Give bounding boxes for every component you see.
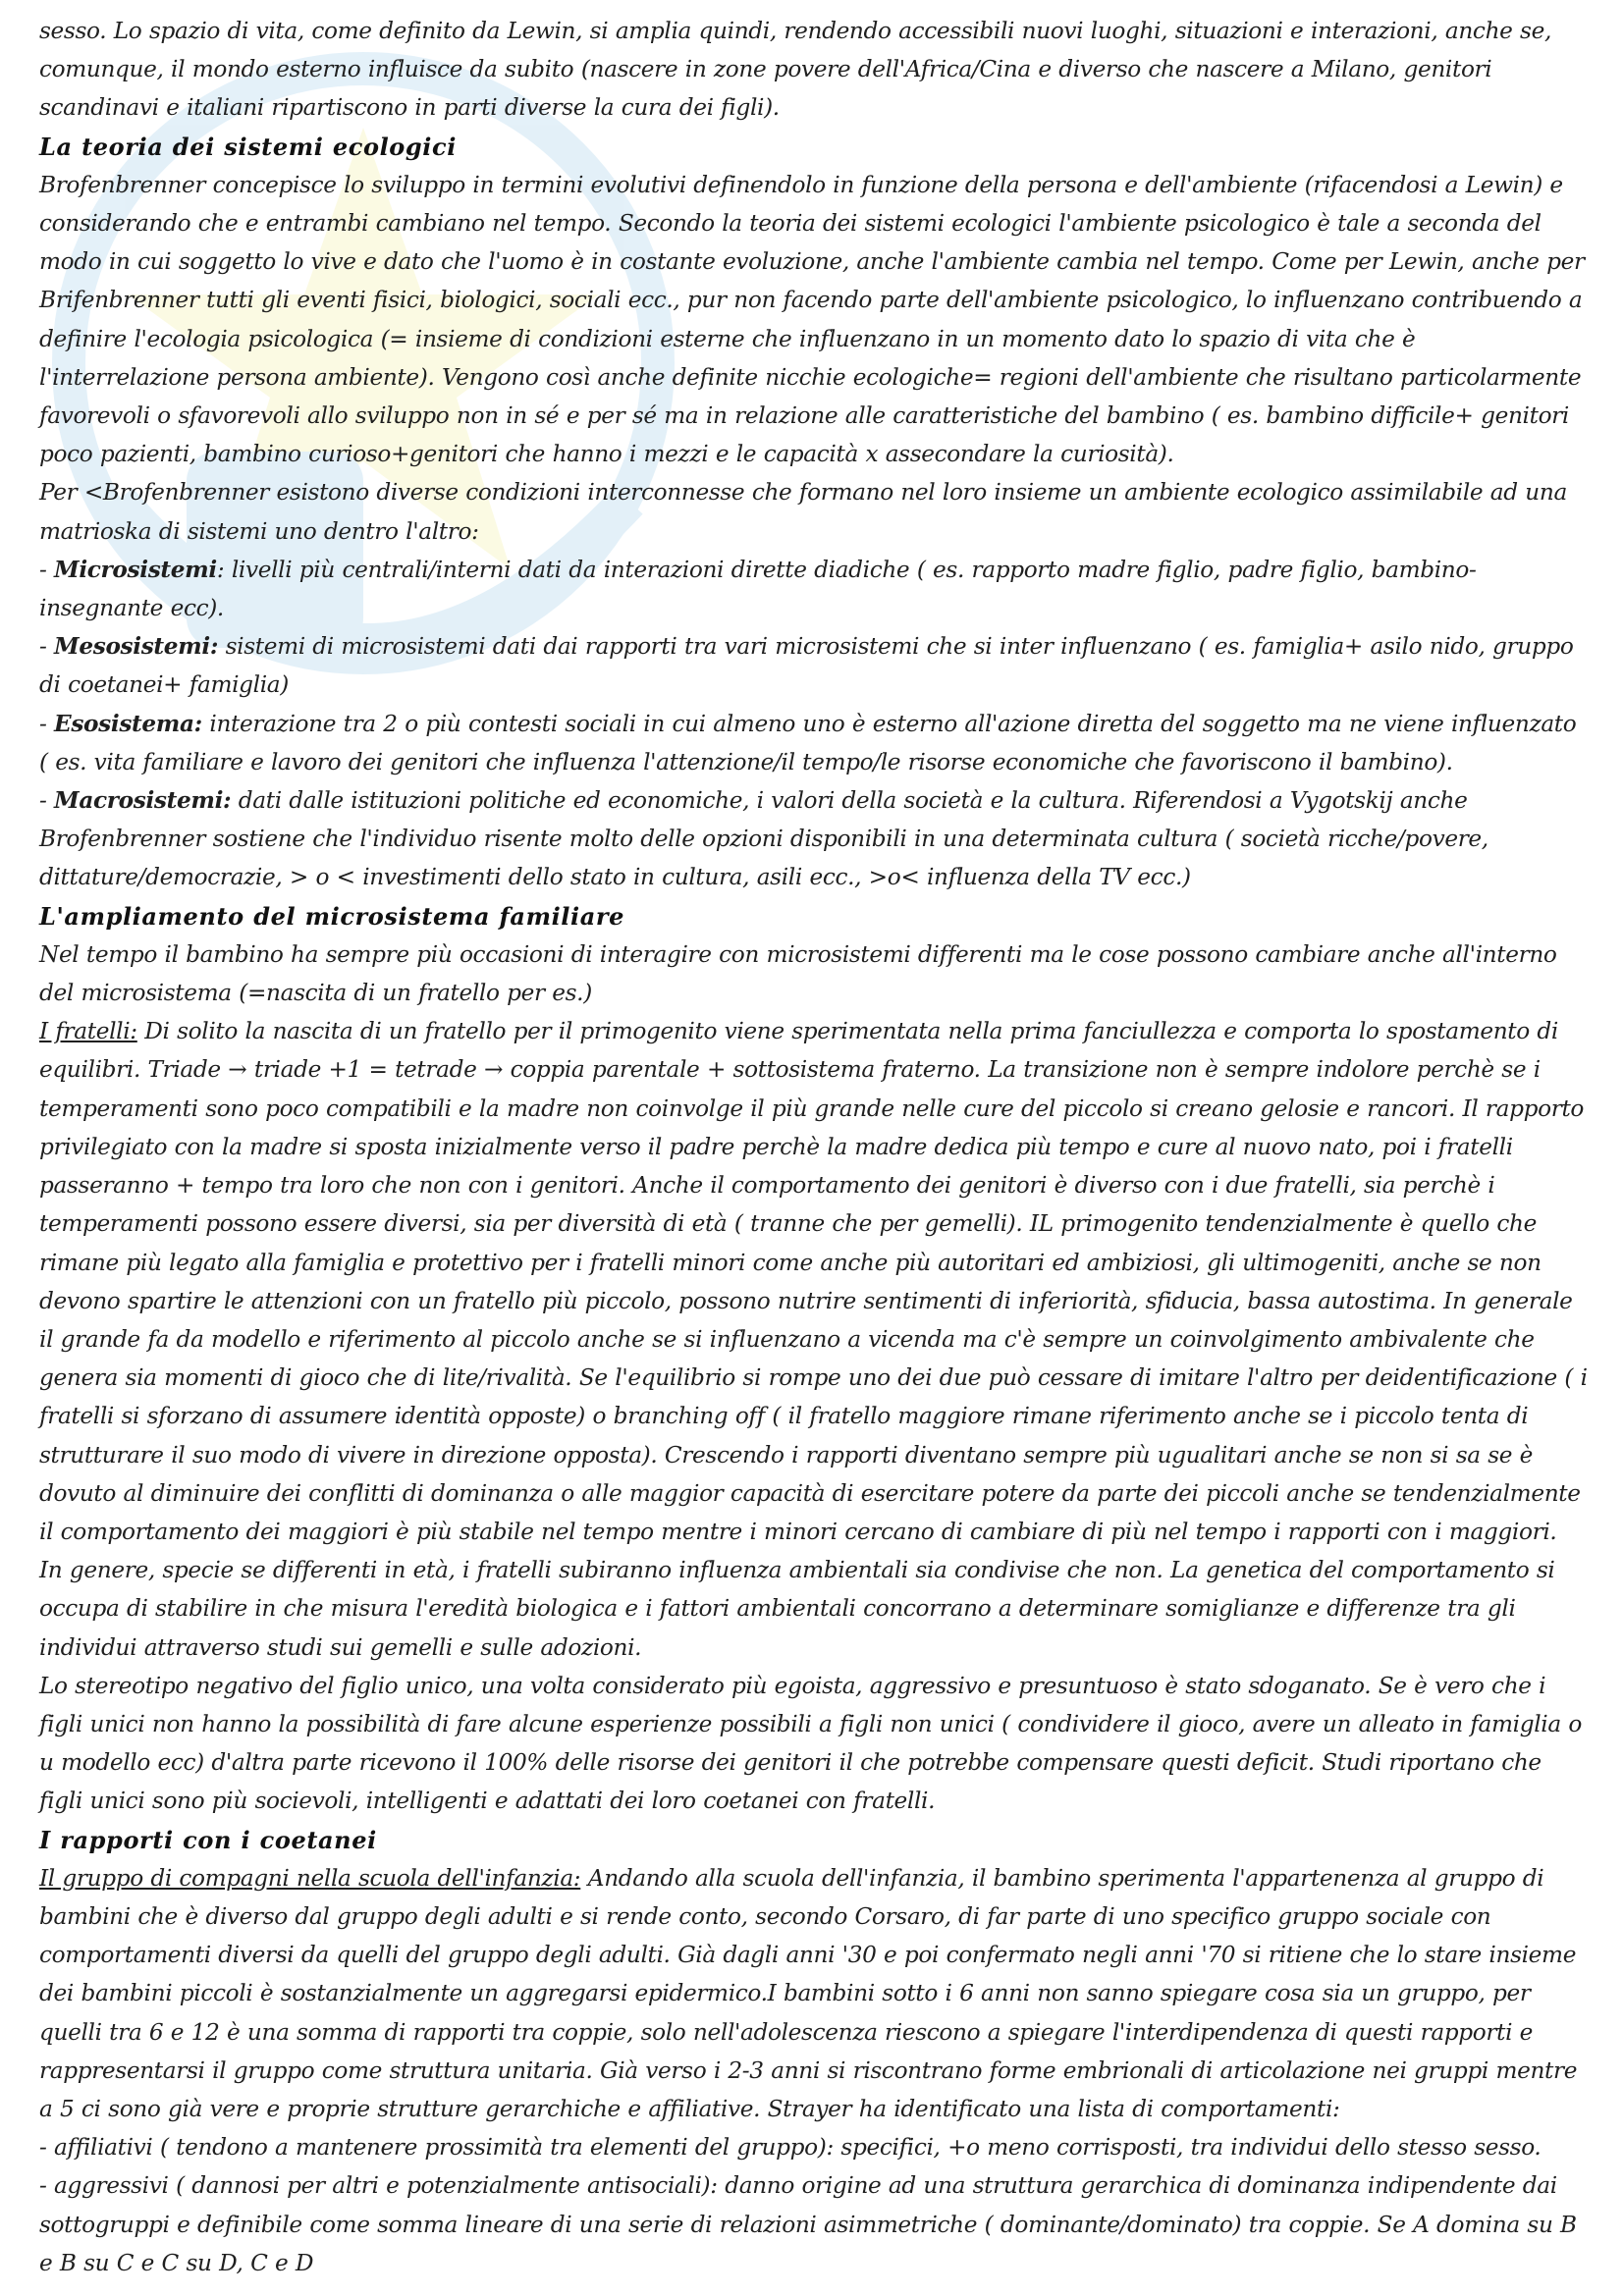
term-microsistemi: Microsistemi	[54, 556, 217, 583]
paragraph-brofenbrenner-theory: Brofenbrenner concepisce lo sviluppo in termini evolutivi definendolo in funzione della persona e dell'ambiente (rifacendosi a Lewin) e considerando che e entrambi cambiano nel tempo. Secondo la teoria dei sistemi ecologici l'ambiente psicologico è tale a seconda del modo in cui soggetto lo vive e dato che l'uomo è in costante evoluzione, anche l'ambiente cambia nel tempo. Come per Lewin, anche per Brifenbrenner tutti gli eventi fisici, biologici, sociali ecc., pur non facendo parte dell'ambiente psicologico, lo influenzano contribuendo a definire l'ecologia psicologica (= insieme di condizioni esterne che influenzano in un momento dato lo spazio di vita che è l'interrelazione persona ambiente). Vengono così anche definite nicchie ecologiche= regioni dell'ambiente che risultano particolarmente favorevoli o sfavorevoli allo sviluppo non in sé e per sé ma in relazione alle caratteristiche del bambino ( es. bambino difficile+ genitori poco pazienti, bambino curioso+genitori che hanno i mezzi e le capacità x assecondare la curiosità).	[39, 171, 1585, 468]
heading-peer-relations: I rapporti con i coetanei	[39, 1825, 377, 1854]
term-esosistema: Esosistema:	[54, 710, 202, 737]
paragraph-preschool-group: Il gruppo di compagni nella scuola dell'infanzia: Andando alla scuola dell'infanzia, il bambino sperimenta l'appartenenza al gruppo di bambini che è diverso dal gruppo degli adulti e si rende conto, secondo Corsaro, di far parte di uno specifico gruppo sociale con comportamenti diversi da quelli del gruppo degli adulti. Già dagli anni '30 e poi confermato negli anni '70 si ritiene che lo stare insieme dei bambini piccoli è sostanzialmente un aggregarsi epidermico.I bambini sotto i 6 anni non sanno spiegare cosa sia un gruppo, per quelli tra 6 e 12 è una somma di rapporti tra coppie, solo nell'adolescenza riescono a spiegare l'interdipendenza di questi rapporti e rappresentarsi il gruppo come struttura unitaria. Già verso i 2-3 anni si riscontrano forme embrionali di articolazione nei gruppi mentre a 5 ci sono già vere e proprie strutture gerarchiche e affiliative. Strayer ha identificato una lista di comportamenti:	[39, 1864, 1578, 2122]
paragraph-aggressive: - aggressivi ( dannosi per altri e potenzialmente antisociali): danno origine ad una struttura gerarchica di dominanza indipendente dai sottogruppi e definibile come somma lineare di una serie di relazioni asimmetriche ( dominante/dominato) tra coppie. Se A domina su B e B su C e C su D, C e D	[39, 2172, 1577, 2276]
paragraph-lewin-life-space: sesso. Lo spazio di vita, come definito da Lewin, si amplia quindi, rendendo accessibili nuovi luoghi, situazioni e interazioni, anche se, comunque, il mondo esterno influisce da subito (nascere in zone povere dell'Africa/Cina e diverso che nascere a Milano, genitori scandinavi e italiani ripartiscono in parti diverse la cura dei figli).	[39, 18, 1551, 122]
document-page	[39, 12, 1589, 2282]
heading-ecological-systems: La teoria dei sistemi ecologici	[39, 132, 457, 161]
term-mesosistemi: Mesosistemi:	[54, 633, 219, 661]
term-macrosistemi: Macrosistemi:	[54, 787, 232, 815]
paragraph-genetics: In genere, specie se differenti in età, i fratelli subiranno influenza ambientali sia condivise che non. La genetica del comportamento si occupa di stabilire in che misura l'eredità biologica e i fattori ambientali concorrano a determinare somiglianze e differenze tra gli individui attraverso studi sui gemelli e sulle adozioni.	[39, 1557, 1555, 1661]
paragraph-siblings: I fratelli: Di solito la nascita di un fratello per il primogenito viene sperimentata nella prima fanciullezza e comporta lo spostamento di equilibri. Triade → triade +1 = tetrade → coppia parentale + sottosistema fraterno. La transizione non è sempre indolore perchè se i temperamenti sono poco compatibili e la madre non coinvolge il più grande nelle cure del piccolo si creano gelosie e rancori. Il rapporto privilegiato con la madre si sposta inizialmente verso il padre perchè la madre dedica più tempo e cure al nuovo nato, poi i fratelli passeranno + tempo tra loro che non con i genitori. Anche il comportamento dei genitori è diverso con i due fratelli, sia perchè i temperamenti possono essere diversi, sia per diversità di età ( tranne che per gemelli). IL primogenito tendenzialmente è quello che rimane più legato alla famiglia e protettivo per i fratelli minori come anche più autoritari ed ambiziosi, gli ultimogeniti, anche se non devono spartire le attenzioni con un fratello più piccolo, possono nutrire sentimenti di inferiorità, sfiducia, bassa autostima. In generale il grande fa da modello e riferimento al piccolo anche se si influenzano a vicenda ma c'è sempre un coinvolgimento ambivalente che genera sia momenti di gioco che di lite/rivalità. Se l'equilibrio si rompe uno dei due può cessare di imitare l'altro per deidentificazione ( i fratelli si sforzano di assumere identità opposte) o branching off ( il fratello maggiore rimane riferimento anche se i piccolo tenta di strutturare il suo modo di vivere in direzione opposta). Crescendo i rapporti diventano sempre più ugualitari anche se non si sa se è dovuto al diminuire dei conflitti di dominanza o alle maggior capacità di esercitare potere da parte dei piccoli anche se tendenzialmente il comportamento dei maggiori è più stabile nel tempo mentre i minori cercano di cambiare di più nel tempo i rapporti con i maggiori.	[39, 1018, 1588, 1545]
paragraph-matrioska-systems: Per <Brofenbrenner esistono diverse condizioni interconnesse che formano nel loro insieme un ambiente ecologico assimilabile ad una matrioska di sistemi uno dentro l'altro:	[39, 479, 1567, 545]
label-siblings: I fratelli:	[39, 1018, 137, 1045]
heading-family-microsystem: L'ampliamento del microsistema familiare	[39, 901, 624, 931]
paragraph-affiliative: - affiliativi ( tendono a mantenere prossimità tra elementi del gruppo): specifici, +o meno corrisposti, tra individui dello stesso sesso.	[39, 2134, 1542, 2162]
list-item-mesosistemi: - Mesosistemi: sistemi di microsistemi dati dai rapporti tra vari microsistemi che si inter influenzano ( es. famiglia+ asilo nido, gruppo di coetanei+ famiglia)	[39, 633, 1574, 699]
list-item-microsistemi: - Microsistemi: livelli più centrali/interni dati da interazioni dirette diadiche ( es. rapporto madre figlio, padre figlio, bambino-insegnante ecc).	[39, 556, 1477, 622]
list-item-esosistema: - Esosistema: interazione tra 2 o più contesti sociali in cui almeno uno è esterno all'azione diretta del soggetto ma ne viene influenzato ( es. vita familiare e lavoro dei genitori che influenza l'attenzione/il tempo/le risorse economiche che favoriscono il bambino).	[39, 710, 1577, 775]
paragraph-only-child: Lo stereotipo negativo del figlio unico, una volta considerato più egoista, aggressivo e presuntuoso è stato sdoganato. Se è vero che i figli unici non hanno la possibilità di fare alcune esperienze possibili a figli non unici ( condividere il gioco, avere un alleato in famiglia o u modello ecc) d'altra parte ricevono il 100% delle risorse dei genitori il che potrebbe compensare questi deficit. Studi riportano che figli unici sono più socievoli, intelligenti e adattati dei loro coetanei con fratelli.	[39, 1672, 1582, 1815]
label-preschool-group: Il gruppo di compagni nella scuola dell'infanzia:	[39, 1864, 581, 1892]
paragraph-microsystem-change: Nel tempo il bambino ha sempre più occasioni di interagire con microsistemi differenti ma le cose possono cambiare anche all'interno del microsistema (=nascita di un fratello per es.)	[39, 940, 1557, 1007]
list-item-macrosistemi: - Macrosistemi: dati dalle istituzioni politiche ed economiche, i valori della società e la cultura. Riferendosi a Vygotskij anche Brofenbrenner sostiene che l'individuo risente molto delle opzioni disponibili in una determinata cultura ( società ricche/povere, dittature/democrazie, > o < investimenti dello stato in cultura, asili ecc., >o< influenza della TV ecc.)	[39, 787, 1488, 891]
